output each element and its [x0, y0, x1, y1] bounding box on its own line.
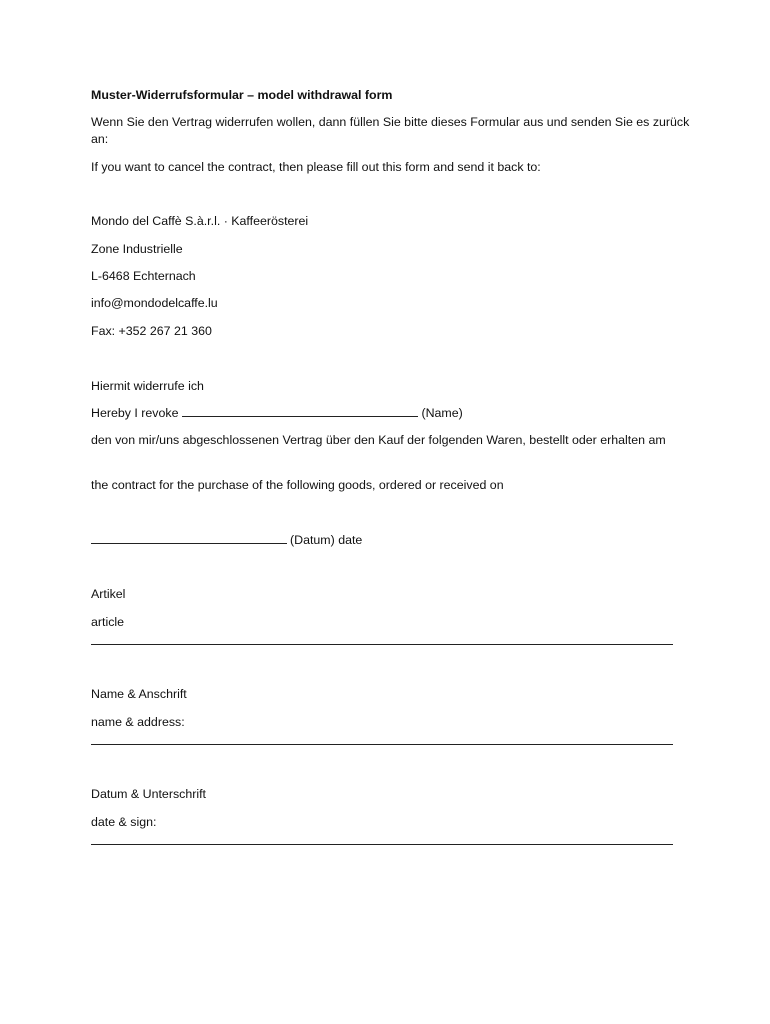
article-english: article: [91, 615, 125, 629]
address-english: name & address:: [91, 715, 185, 729]
address-blank-line[interactable]: [91, 744, 673, 745]
sign-german: Datum & Unterschrift: [91, 787, 206, 801]
recipient-fax: Fax: +352 267 21 360: [91, 324, 212, 338]
contract-german: den von mir/uns abgeschlossenen Vertrag über den Kauf der folgenden Waren, bestellt oder erhalten am: [91, 433, 666, 447]
article-german: Artikel: [91, 587, 126, 601]
date-row: [91, 532, 362, 548]
sign-english: date & sign:: [91, 815, 157, 829]
intro-german: Wenn Sie den Vertrag widerrufen wollen, dann füllen Sie bitte dieses Formular aus und senden Sie es zurück an:: [91, 115, 690, 146]
address-german: Name & Anschrift: [91, 687, 187, 701]
recipient-street: Zone Industrielle: [91, 242, 183, 256]
date-blank-field[interactable]: [91, 532, 287, 544]
revoke-english-row: [91, 405, 463, 421]
revoke-german: Hiermit widerrufe ich: [91, 379, 204, 393]
revoke-english-label: Hereby I revoke: [91, 406, 179, 420]
date-label: (Datum) date: [290, 533, 363, 547]
contract-english: the contract for the purchase of the following goods, ordered or received on: [91, 478, 504, 492]
article-blank-line[interactable]: [91, 644, 673, 645]
recipient-city: L-6468 Echternach: [91, 269, 196, 283]
form-title: Muster-Widerrufsformular – model withdrawal form: [91, 88, 393, 102]
intro-english: If you want to cancel the contract, then please fill out this form and send it back to:: [91, 160, 541, 174]
recipient-company: Mondo del Caffè S.à.r.l. · Kaffeerösterei: [91, 214, 309, 228]
name-label: (Name): [421, 406, 463, 420]
recipient-email: info@mondodelcaffe.lu: [91, 296, 218, 310]
signature-blank-line[interactable]: [91, 844, 673, 845]
name-blank-field[interactable]: [182, 405, 418, 417]
